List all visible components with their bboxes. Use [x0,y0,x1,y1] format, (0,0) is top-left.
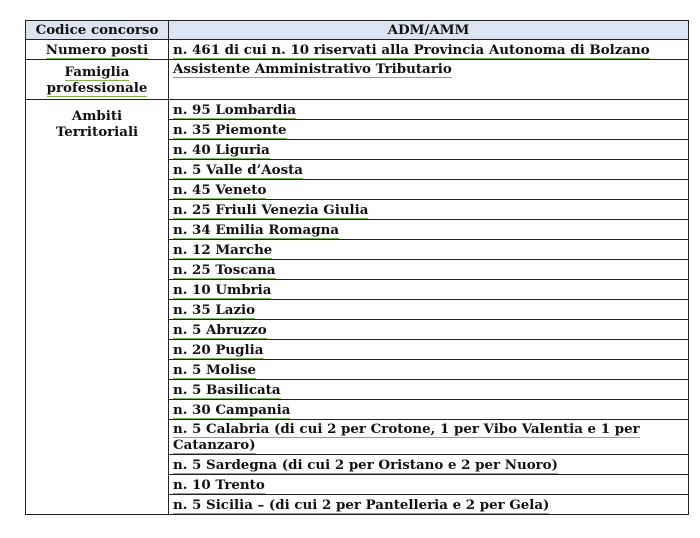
area-item: n. 5 Sicilia – (di cui 2 per Pantelleria e 2 per Gela) [169,495,689,515]
area-item: n. 5 Basilicata [169,380,689,400]
competition-table [25,20,689,515]
area-item: n. 25 Friuli Venezia Giulia [169,200,689,220]
posts-row [26,40,689,60]
area-row [26,140,689,160]
area-item: n. 40 Liguria [169,140,689,160]
area-item: n. 95 Lombardia [169,100,689,120]
area-item: n. 25 Toscana [169,260,689,280]
family-label: Famiglia professionale [26,60,169,100]
area-item: n. 5 Abruzzo [169,320,689,340]
area-item: n. 35 Lazio [169,300,689,320]
family-value: Assistente Amministrativo Tributario [169,60,689,100]
header-row [26,21,689,40]
area-item: n. 34 Emilia Romagna [169,220,689,240]
code-value: ADM/AMM [169,21,689,40]
areas-label-spacer [26,140,169,515]
area-item: n. 12 Marche [169,240,689,260]
posts-value: n. 461 di cui n. 10 riservati alla Provincia Autonoma di Bolzano [169,40,689,60]
area-row [26,100,689,120]
family-row [26,60,689,100]
areas-label: Ambiti Territoriali [26,100,169,140]
area-item: n. 20 Puglia [169,340,689,360]
area-item: n. 30 Campania [169,400,689,420]
area-item: n. 45 Veneto [169,180,689,200]
area-item: n. 5 Valle d’Aosta [169,160,689,180]
area-item: n. 10 Trento [169,475,689,495]
area-item: n. 35 Piemonte [169,120,689,140]
posts-label: Numero posti [26,40,169,60]
area-item: n. 5 Molise [169,360,689,380]
code-label: Codice concorso [26,21,169,40]
area-item: n. 5 Sardegna (di cui 2 per Oristano e 2 per Nuoro) [169,455,689,475]
area-item: n. 5 Calabria (di cui 2 per Crotone, 1 per Vibo Valentia e 1 per Catanzaro) [169,420,689,455]
area-item: n. 10 Umbria [169,280,689,300]
